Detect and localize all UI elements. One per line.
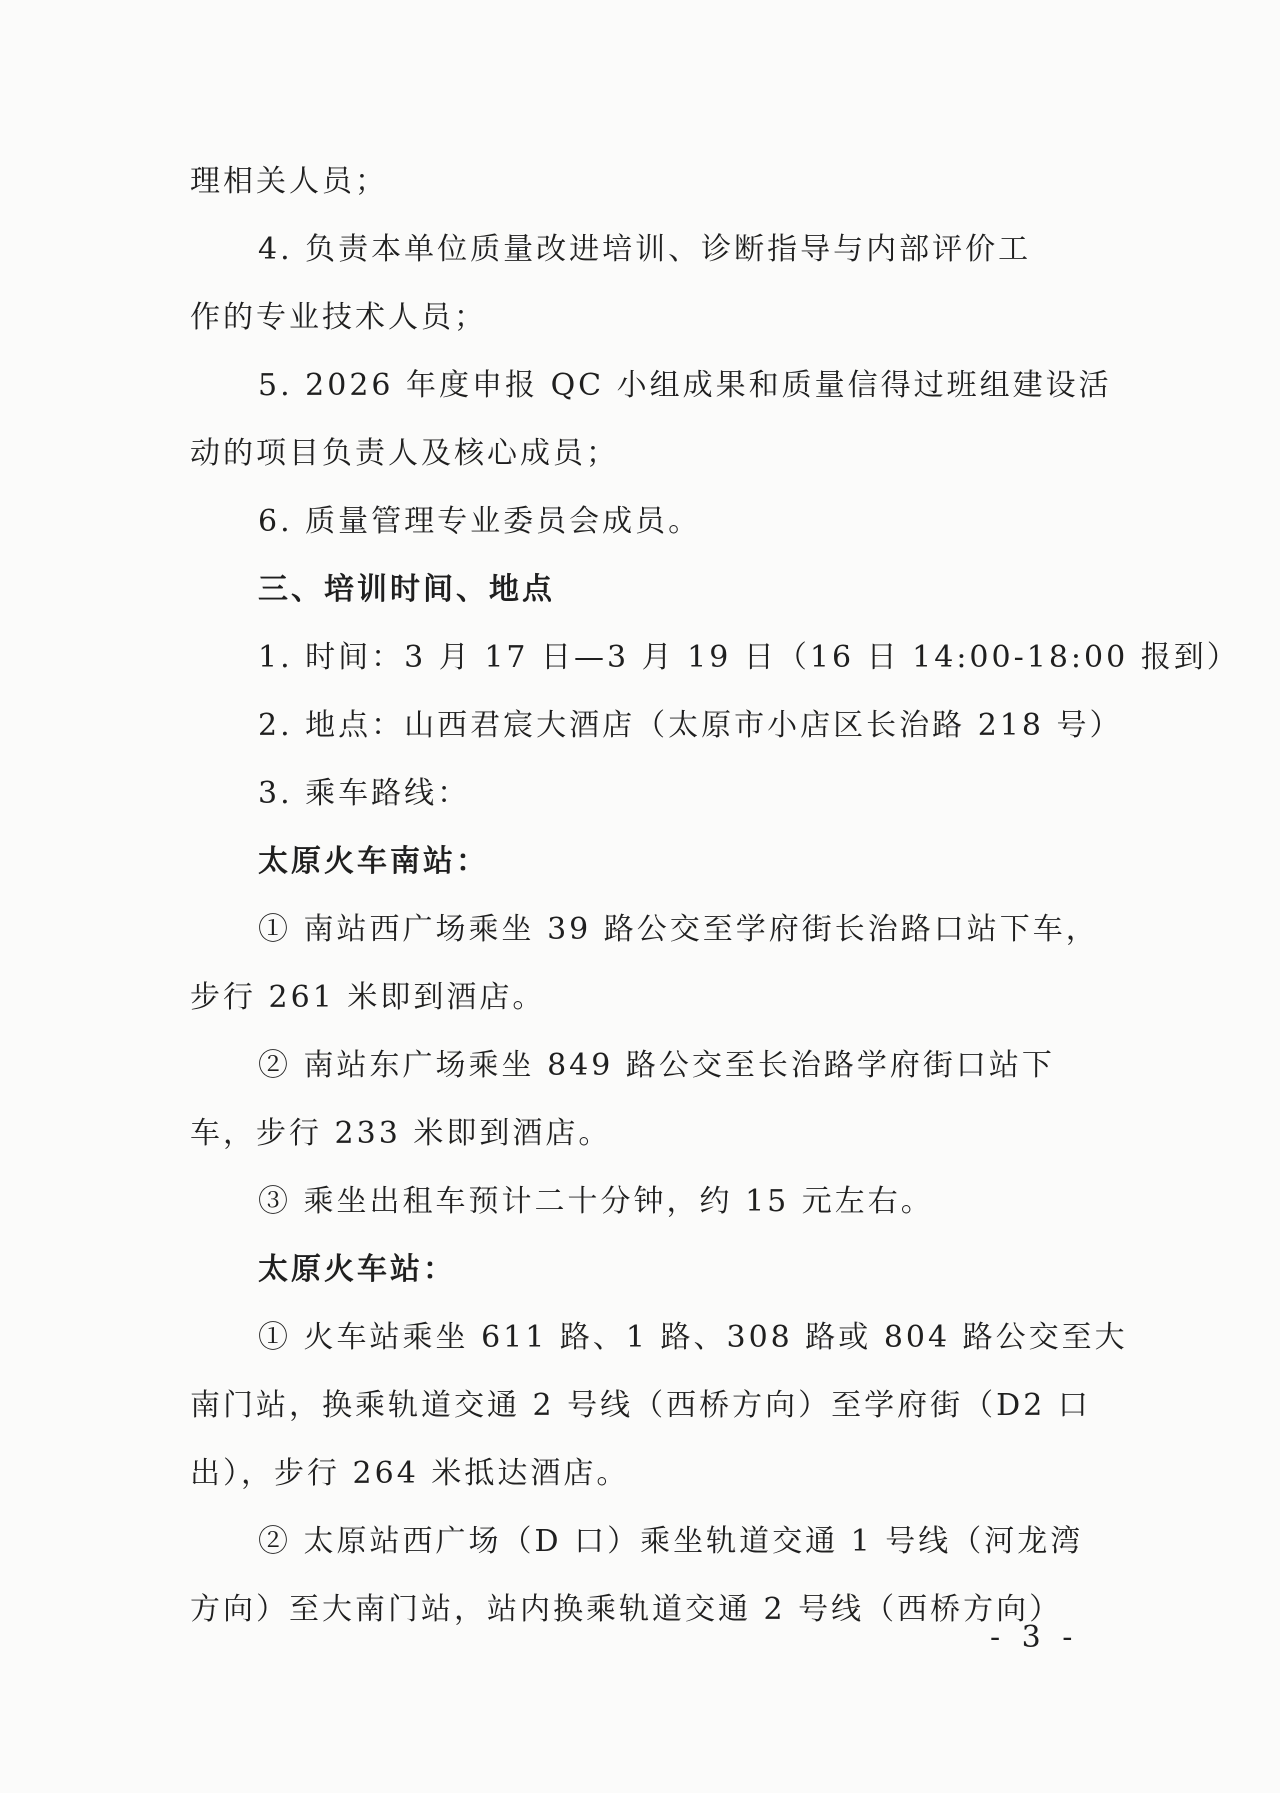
text-line: 步行 261 米即到酒店。	[190, 980, 546, 1015]
page-number: - 3 -	[990, 1620, 1079, 1655]
text-line: ① 南站西广场乘坐 39 路公交至学府街长治路口站下车，	[258, 912, 1099, 947]
text-line: ② 南站东广场乘坐 849 路公交至长治路学府街口站下	[258, 1048, 1055, 1083]
text-line: 4. 负责本单位质量改进培训、诊断指导与内部评价工	[258, 232, 1032, 267]
text-line: ③ 乘坐出租车预计二十分钟，约 15 元左右。	[258, 1184, 934, 1219]
text-line: 动的项目负责人及核心成员；	[190, 436, 619, 471]
text-line: 1. 时间：3 月 17 日—3 月 19 日（16 日 14:00-18:00 报到）	[258, 640, 1240, 675]
text-line: 作的专业技术人员；	[190, 300, 487, 335]
text-line: ② 太原站西广场（D 口）乘坐轨道交通 1 号线（河龙湾	[258, 1524, 1084, 1559]
text-line: 理相关人员；	[190, 164, 388, 199]
text-line: 南门站，换乘轨道交通 2 号线（西桥方向）至学府街（D2 口	[190, 1388, 1091, 1423]
text-line: 方向）至大南门站，站内换乘轨道交通 2 号线（西桥方向）	[190, 1592, 1063, 1627]
text-line: 3. 乘车路线：	[258, 776, 471, 811]
document-body	[190, 148, 1240, 1644]
text-line: 5. 2026 年度申报 QC 小组成果和质量信得过班组建设活	[258, 368, 1112, 403]
text-line: 2. 地点：山西君宸大酒店（太原市小店区长治路 218 号）	[258, 708, 1123, 743]
text-line: 出），步行 264 米抵达酒店。	[190, 1456, 630, 1491]
subheading-main-station: 太原火车站：	[258, 1252, 456, 1287]
section-heading: 三、培训时间、地点	[258, 572, 555, 607]
text-line: ① 火车站乘坐 611 路、1 路、308 路或 804 路公交至大	[258, 1320, 1128, 1355]
text-line: 车，步行 233 米即到酒店。	[190, 1116, 612, 1151]
text-line: 6. 质量管理专业委员会成员。	[258, 504, 702, 539]
subheading-south-station: 太原火车南站：	[258, 844, 489, 879]
